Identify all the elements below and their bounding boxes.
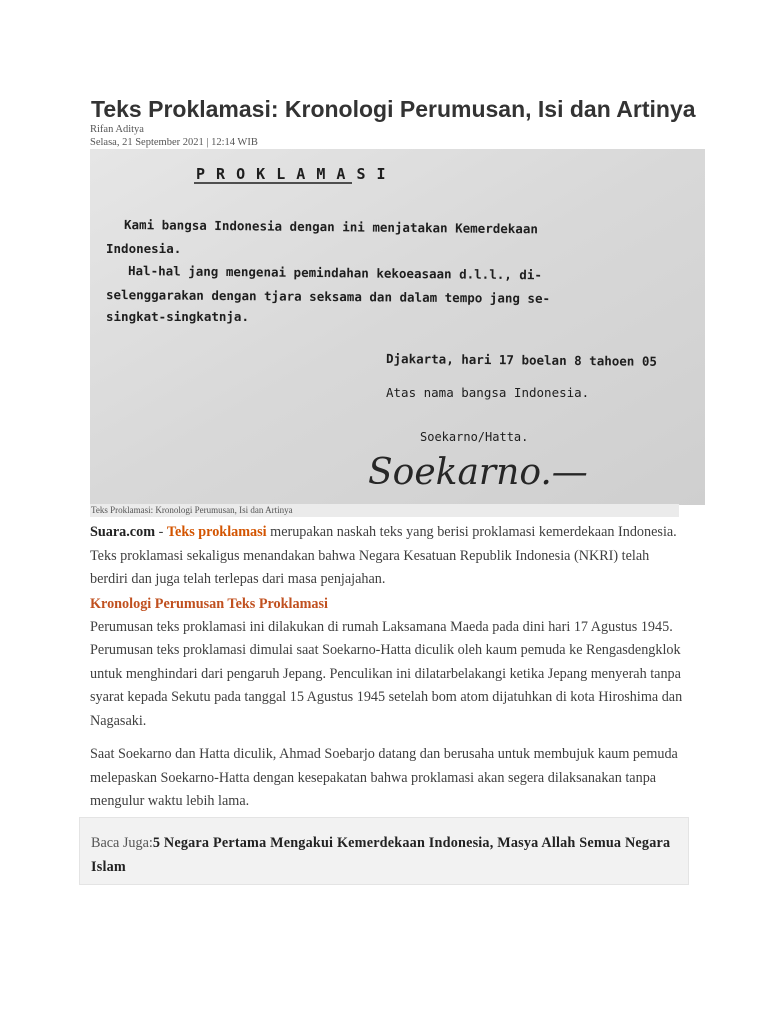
site-brand: Suara.com (90, 524, 156, 540)
doc-line-2: Indonesia. (106, 241, 182, 256)
chronology-paragraph: Perumusan teks proklamasi ini dilakukan di rumah Laksamana Maeda pada dini hari 17 Agustus 1945. Perumusan teks proklamasi dimulai saat Soekarno-Hatta diculik oleh kaum pemuda ke Rengasdengklok untuk menghindari dari pengaruh Jepang. Penculikan ini dilatarbelakangi ketika Jepang menyerah tanpa syarat kepada Sekutu pada tanggal 15 Agustus 1945 setelah bom atom dijatuhkan di kota Hiroshima dan Nagasaki. (90, 618, 683, 729)
image-caption: Teks Proklamasi: Kronologi Perumusan, Isi dan Artinya (90, 504, 679, 517)
doc-on-behalf: Atas nama bangsa Indonesia. (386, 385, 590, 400)
article-meta (90, 123, 258, 149)
publish-date: Selasa, 21 September 2021 | 12:14 WIB (90, 137, 258, 148)
doc-line-4: selenggarakan dengan tjara seksama dan dalam tempo jang se- (105, 287, 551, 306)
related-label: Baca Juga: (91, 835, 153, 851)
teks-proklamasi-link[interactable]: Teks proklamasi (166, 524, 267, 540)
author-name[interactable]: Rifan Aditya (90, 124, 144, 135)
doc-signatories: Soekarno/Hatta. (420, 430, 529, 444)
article-body (90, 521, 690, 814)
proclamation-document-image (90, 149, 705, 505)
article-title: Teks Proklamasi: Kronologi Perumusan, Isi dan Artinya (91, 96, 696, 122)
doc-signature: Soekarno.— (368, 452, 588, 493)
doc-line-3: Hal-hal jang mengenai pemindahan kekoeasaan d.l.l., di- (127, 263, 543, 283)
doc-line-1: Kami bangsa Indonesia dengan ini menjatakan Kemerdekaan (123, 217, 539, 237)
intro-dash: - (155, 524, 167, 540)
related-article-box (79, 817, 689, 885)
intro-text: merupakan naskah teks yang berisi proklamasi kemerdekaan Indonesia. Teks proklamasi sekaligus menandakan bahwa Negara Kesatuan Republik Indonesia (NKRI) telah berdiri dan juga telah terlepas dari masa penjajahan. (90, 524, 677, 587)
intro-paragraph (90, 521, 690, 592)
doc-heading: P R O K L A M A S I (196, 165, 387, 183)
doc-place-date: Djakarta, hari 17 boelan 8 tahoen 05 (385, 351, 658, 369)
proclamation-photo (90, 149, 705, 505)
section-heading: Kronologi Perumusan Teks Proklamasi (90, 595, 328, 612)
related-article-link[interactable]: 5 Negara Pertama Mengakui Kemerdekaan Indonesia, Masya Allah Semua Negara Islam (91, 835, 671, 875)
doc-line-5: singkat-singkatnja. (106, 309, 249, 324)
kidnapping-paragraph: Saat Soekarno dan Hatta diculik, Ahmad Soebarjo datang dan berusaha untuk membujuk kaum pemuda melepaskan Soekarno-Hatta dengan kesepakatan bahwa proklamasi akan segera dilaksanakan tanpa mengulur waktu lebih lama. (90, 746, 678, 809)
